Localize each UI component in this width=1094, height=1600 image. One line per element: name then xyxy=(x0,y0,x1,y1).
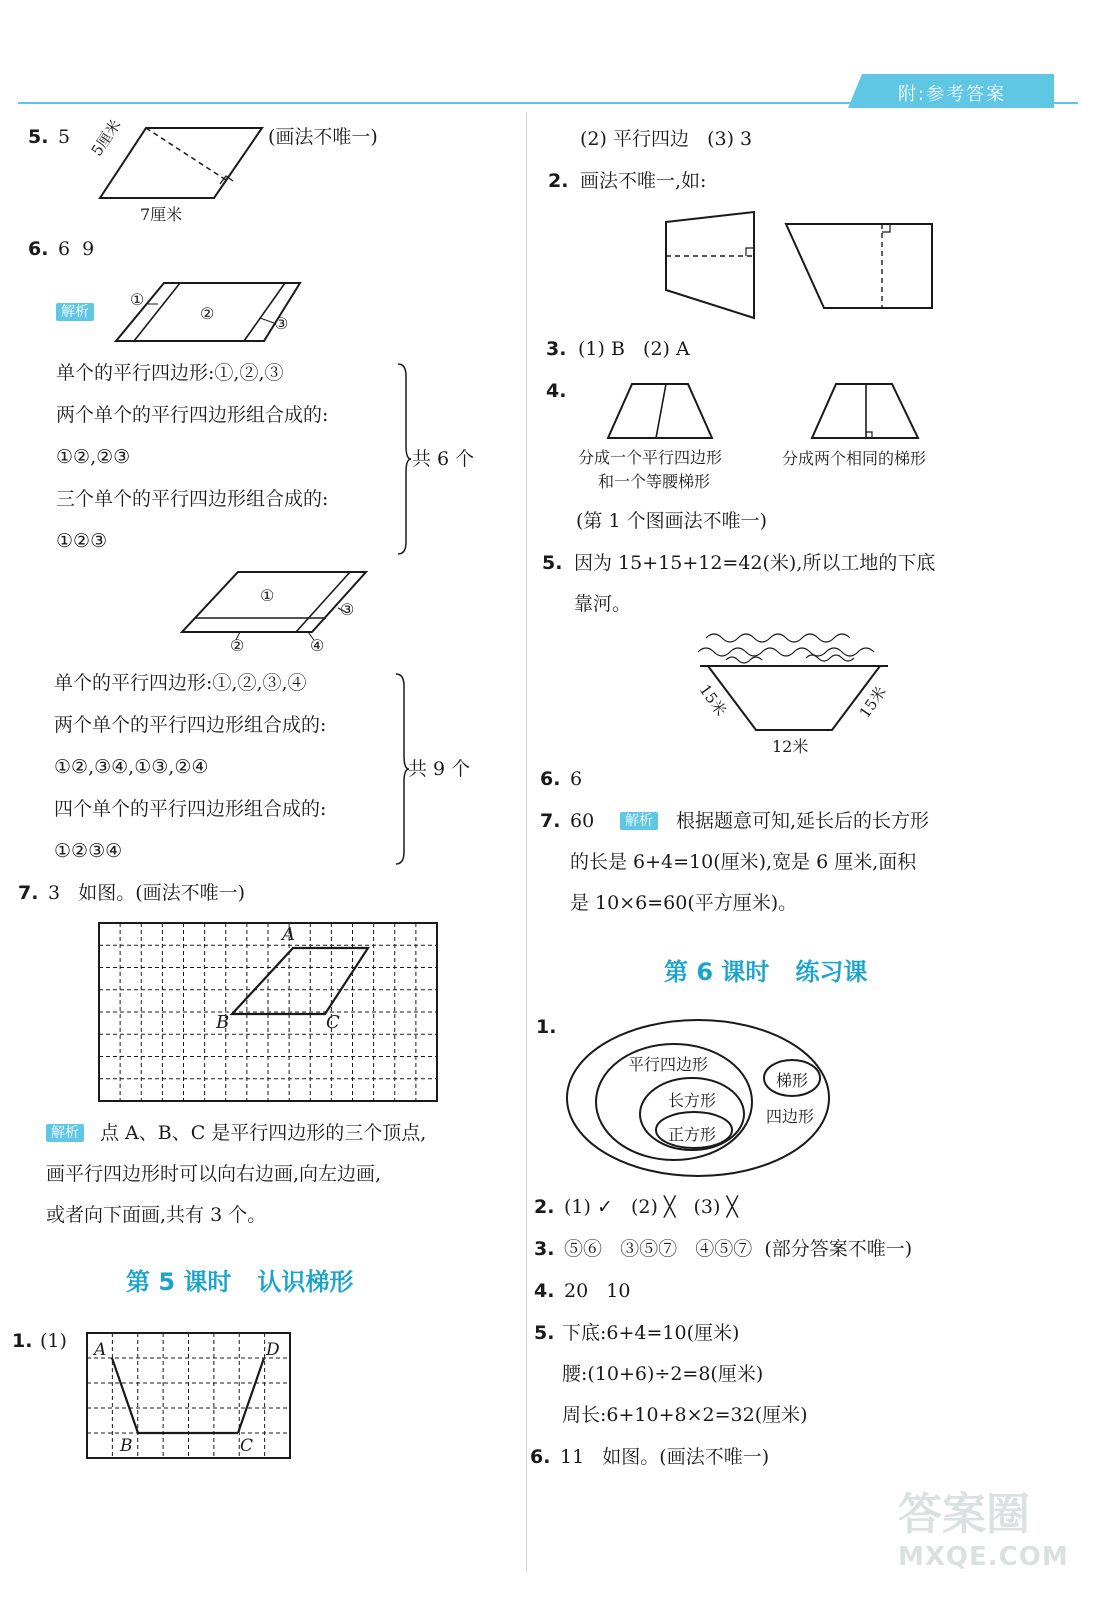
q6-answer: 6 9 xyxy=(58,238,95,260)
r-q5-label-right: 15米 xyxy=(855,683,890,722)
r-q3-number: 3. xyxy=(546,338,567,360)
r-q5-label-bottom: 12米 xyxy=(772,737,809,756)
q6-g2-line-2: 两个单个的平行四边形组合成的: xyxy=(54,714,327,736)
r-q7-line-1: 根据题意可知,延长后的长方形 xyxy=(676,810,930,832)
r-q7-number: 7. xyxy=(540,810,561,832)
r-p5-line-2: 腰:(10+6)÷2=8(厘米) xyxy=(562,1363,764,1385)
q6-g1-line-4: 三个单个的平行四边形组合成的: xyxy=(56,488,329,510)
r-q7-line-2: 的长是 6+4=10(厘米),宽是 6 厘米,面积 xyxy=(570,851,917,873)
r-q7-text-cont xyxy=(570,851,916,933)
r-q3-text: (1) B (2) A xyxy=(578,338,690,360)
watermark-logo-text: 答案圈 xyxy=(898,1489,1030,1540)
q6-group2-text xyxy=(54,672,326,882)
q6-analysis-tag: 解析 xyxy=(56,303,94,321)
header-tab xyxy=(848,74,1054,108)
q6-g1-line-2: 两个单个的平行四边形组合成的: xyxy=(56,404,329,426)
q5-bottom-label: 7厘米 xyxy=(140,205,183,224)
q7-analysis-line-2: 画平行四边形时可以向右边画,向左边画, xyxy=(46,1163,382,1185)
column-divider xyxy=(526,112,527,1572)
r-q4-note: (第 1 个图画法不唯一) xyxy=(576,510,767,532)
r-q7-analysis-tag: 解析 xyxy=(620,812,658,830)
r-p6-text: 11 如图。(画法不唯一) xyxy=(560,1446,770,1468)
q5-number: 5. xyxy=(28,126,49,148)
q7-point-a: A xyxy=(282,924,295,945)
lesson5-name: 认识梯形 xyxy=(257,1268,354,1296)
r-p5-line-1: 下底:6+4=10(厘米) xyxy=(562,1322,740,1344)
q6-fig2-label-4: ④ xyxy=(310,636,325,655)
l5-q1-point-a: A xyxy=(94,1340,107,1360)
r-q5-line-2: 靠河。 xyxy=(574,593,632,615)
q7-analysis-line-3: 或者向下面画,共有 3 个。 xyxy=(46,1204,267,1226)
r-p2-text: (1) ✓ (2) ╳ (3) ╳ xyxy=(564,1196,738,1218)
q6-g1-line-1: 单个的平行四边形:①,②,③ xyxy=(56,362,284,384)
q7-analysis-text xyxy=(100,1122,426,1163)
q7-point-c: C xyxy=(326,1012,340,1033)
q7-analysis-line-1: 点 A、B、C 是平行四边形的三个顶点, xyxy=(100,1122,427,1144)
r-q2-figures xyxy=(660,208,940,324)
r-q4-figures xyxy=(604,380,924,444)
q6-g2-line-1: 单个的平行四边形:①,②,③,④ xyxy=(54,672,307,694)
r-p5-line-3: 周长:6+10+8×2=32(厘米) xyxy=(562,1404,808,1426)
q5-note: (画法不唯一) xyxy=(268,126,378,148)
r-p3-text: ⑤⑥ ③⑤⑦ ④⑤⑦ (部分答案不唯一) xyxy=(564,1238,913,1260)
q5-side-label: 5厘米 xyxy=(87,116,125,160)
r-p1-number: 1. xyxy=(536,1016,557,1038)
r-p1-label-trapezoid: 梯形 xyxy=(776,1071,809,1090)
q7-analysis-tag: 解析 xyxy=(46,1124,84,1142)
r-q1-continued: (2) 平行四边 (3) 3 xyxy=(580,128,753,150)
q6-g2-line-4: 四个单个的平行四边形组合成的: xyxy=(54,798,327,820)
q6-fig2-label-3: ③ xyxy=(340,600,355,619)
q6-g1-line-3: ①②,②③ xyxy=(56,446,131,468)
watermark xyxy=(898,1488,1068,1588)
r-q5-text xyxy=(574,552,935,634)
r-q5-label-left: 15米 xyxy=(695,681,730,720)
r-q4-number: 4. xyxy=(546,380,567,402)
r-q4-caption-1-line-2: 和一个等腰梯形 xyxy=(598,472,711,491)
r-q5-line-1: 因为 15+15+12=42(米),所以工地的下底 xyxy=(574,552,936,574)
q6-number: 6. xyxy=(28,238,49,260)
l5-q1-sub: (1) xyxy=(40,1330,67,1352)
q6-g1-line-5: ①②③ xyxy=(56,530,108,552)
q6-fig1-label-1: ① xyxy=(130,290,145,309)
r-p1-label-rectangle: 长方形 xyxy=(668,1091,717,1110)
lesson6-no: 第 6 课时 xyxy=(664,958,770,986)
q7-analysis-text-cont xyxy=(46,1163,381,1245)
q6-group1-text xyxy=(56,362,328,572)
q7-grid-figure xyxy=(98,922,440,1104)
r-q4-caption-1-line-1: 分成一个平行四边形 xyxy=(578,448,723,467)
q6-group1-brace xyxy=(396,362,412,556)
r-q2-number: 2. xyxy=(548,170,569,192)
q6-g2-line-3: ①②,③④,①③,②④ xyxy=(54,756,209,778)
q7-point-b: B xyxy=(216,1012,230,1033)
q7-answer: 3 如图。(画法不唯一) xyxy=(48,882,246,904)
lesson6-title xyxy=(664,952,893,987)
q6-fig1-label-2: ② xyxy=(200,304,215,323)
r-p2-number: 2. xyxy=(534,1196,555,1218)
r-q2-text: 画法不唯一,如: xyxy=(580,170,707,192)
r-p5-text xyxy=(562,1322,808,1445)
q5-parallelogram-figure xyxy=(90,122,290,226)
q6-g2-line-5: ①②③④ xyxy=(54,840,123,862)
r-q7-answer: 60 xyxy=(570,810,595,832)
l5-q1-number: 1. xyxy=(12,1330,33,1352)
q6-group1-total: 共 6 个 xyxy=(412,448,475,470)
r-q5-number: 5. xyxy=(542,552,563,574)
lesson5-no: 第 5 课时 xyxy=(126,1268,232,1296)
l5-q1-point-d: D xyxy=(266,1340,280,1360)
r-p5-number: 5. xyxy=(534,1322,555,1344)
r-p4-number: 4. xyxy=(534,1280,555,1302)
r-p6-number: 6. xyxy=(530,1446,551,1468)
l5-q1-point-b: B xyxy=(120,1436,133,1456)
r-p4-text: 20 10 xyxy=(564,1280,631,1302)
r-p1-label-quadrilateral: 四边形 xyxy=(766,1107,815,1126)
r-q4-caption-1 xyxy=(578,446,722,494)
q6-fig1-label-3: ③ xyxy=(274,314,289,333)
r-p1-label-square: 正方形 xyxy=(668,1125,717,1144)
r-p1-label-parallelogram: 平行四边形 xyxy=(628,1055,709,1074)
q5-answer: 5 xyxy=(58,126,71,148)
l5-q1-grid-figure xyxy=(86,1332,292,1460)
q6-group2-total: 共 9 个 xyxy=(408,758,471,780)
r-q7-line-3: 是 10×6=60(平方厘米)。 xyxy=(570,892,798,914)
q6-fig2-label-1: ① xyxy=(260,586,275,605)
r-q6-answer: 6 xyxy=(570,768,583,790)
r-p3-number: 3. xyxy=(534,1238,555,1260)
lesson5-title xyxy=(126,1262,379,1297)
q7-number: 7. xyxy=(18,882,39,904)
l5-q1-point-c: C xyxy=(240,1436,254,1456)
r-q6-number: 6. xyxy=(540,768,561,790)
q6-fig2-label-2: ② xyxy=(230,636,245,655)
lesson6-name: 练习课 xyxy=(795,958,868,986)
header-tab-text: 附:参考答案 xyxy=(898,84,1007,105)
r-q4-caption-2: 分成两个相同的梯形 xyxy=(782,449,927,468)
watermark-domain: MXQE.COM xyxy=(898,1542,1069,1572)
